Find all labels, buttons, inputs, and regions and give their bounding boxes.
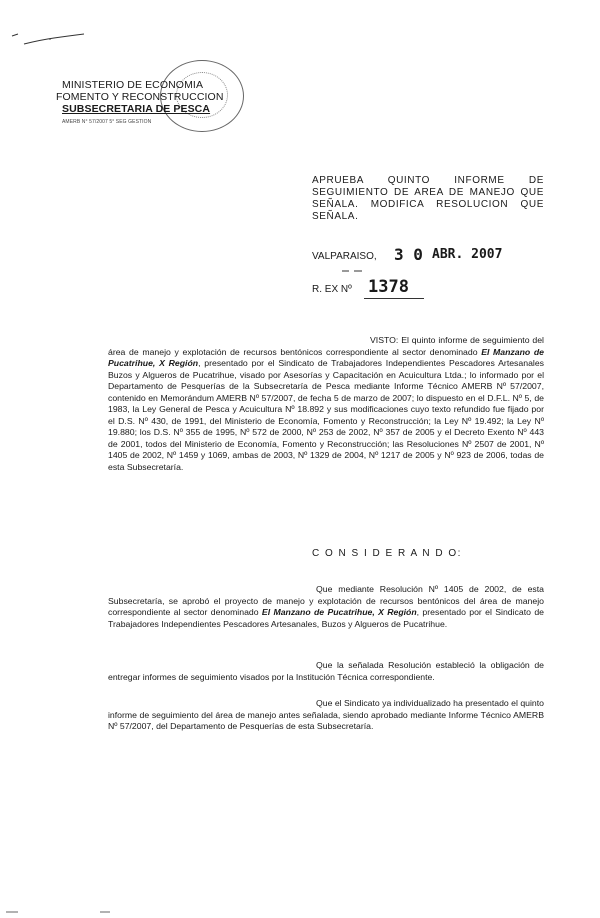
visto-sector-name: El Manzano de Pucatrihue, X Región — [108, 346, 544, 368]
considerando-paragraph-2: Que la señalada Resolución estableció la obligación de entregar informes de seguimiento visados por la Institución Técnica correspondiente. — [108, 660, 544, 682]
resolution-label: R. EX Nº — [312, 284, 352, 295]
reference-code: AMERB N° 57/2007 5° SEG GESTION — [62, 119, 152, 125]
title-line-4: SEÑALA. — [312, 211, 359, 222]
resolution-title — [312, 175, 544, 223]
considerando-paragraph-3: Que el Sindicato ya individualizado ha presentado el quinto informe de seguimiento del área de manejo antes señalada, siendo aprobado mediante Informe Técnico AMERB Nº 57/2007, del Departamento de Pesquerías de esta Subsecretaría. — [108, 698, 544, 731]
place-date — [312, 245, 552, 269]
considerando-sector-name: El Manzano de Pucatrihue, X Región — [261, 607, 417, 617]
considerando-heading: C O N S I D E R A N D O: — [312, 548, 462, 559]
visto-paragraph — [108, 335, 544, 473]
title-line-2: SEGUIMIENTO DE AREA DE MANEJO QUE — [312, 187, 544, 198]
place-name: VALPARAISO, — [312, 251, 377, 262]
ministry-name: MINISTERIO DE ECONOMIA — [62, 79, 204, 91]
ministry-header — [56, 79, 226, 128]
title-line-3: SEÑALA. MODIFICA RESOLUCION QUE — [312, 199, 544, 210]
considerando-p1-b: , presentado por el Sindicato de Trabajadores Independientes Pescadores Artesanales, Buzos y Algueros de Pucatrihue. — [108, 607, 544, 629]
date-day-stamp: 3 0 — [394, 245, 423, 264]
date-month-year-stamp: ABR. 2007 — [432, 247, 503, 262]
resolution-underline — [364, 298, 424, 299]
handwritten-scribble — [10, 28, 90, 50]
subsecretaria-name: SUBSECRETARIA DE PESCA — [62, 103, 211, 115]
resolution-number-stamp: 1378 — [368, 277, 409, 297]
considerando-paragraph-1 — [108, 584, 544, 630]
visto-text-b: , presentado por el Sindicato de Trabajadores Independientes Pescadores Artesanales Buzos y Algueros de Pucatrihue, visado por Asesorías y Capacitación en Acuicultura Ltda.; lo informado por el Departamento de Pesquerías de la Subsecretaría de Pesca mediante Informe Técnico AMERB Nº 57/2007, contenido en Memorándum AMERB Nº 57/2007, de fecha 5 de marzo de 2007; lo dispuesto en el D.F.L. Nº 5, de 1983, la Ley General de Pesca y Acuicultura Nº 18.892 y sus modificaciones cuyo texto refundido fue fijado por el D.S. Nº 430, de 1991, del Ministerio de Economía, Fomento y Reconstrucción; la Ley Nº 19.492; la Ley Nº 19.880; los D.S. Nº 355 de 1995, Nº 572 de 2000, Nº 253 de 2002, Nº 357 de 2005 y el Decreto Exento Nº 443 de 2001, todos del Ministerio de Economía, Fomento y Reconstrucción; las Resoluciones Nº 2507 de 2001, Nº 1405 de 2002, Nº 1459 y 1069, ambas de 2003, Nº 1329 de 2004, Nº 1217 de 2005 y Nº 923 de 2006, todas de esta Subsecretaría. — [108, 358, 545, 472]
considerando-p1-a: Que mediante Resolución Nº 1405 de 2002, de esta Subsecretaría, se aprobó el proyecto de manejo y explotación de recursos bentónicos del área de manejo correspondiente al sector denominado — [108, 584, 544, 617]
dash-marks — [340, 268, 370, 274]
resolution-number — [312, 277, 432, 301]
ministry-name-line2: FOMENTO Y RECONSTRUCCION — [56, 91, 224, 103]
visto-text-a: VISTO: El quinto informe de seguimiento del área de manejo y explotación de recursos bentónicos correspondiente al sector denominado — [108, 335, 544, 357]
title-line-1: APRUEBA QUINTO INFORME DE — [312, 175, 544, 186]
page-edge-marks — [4, 908, 124, 916]
